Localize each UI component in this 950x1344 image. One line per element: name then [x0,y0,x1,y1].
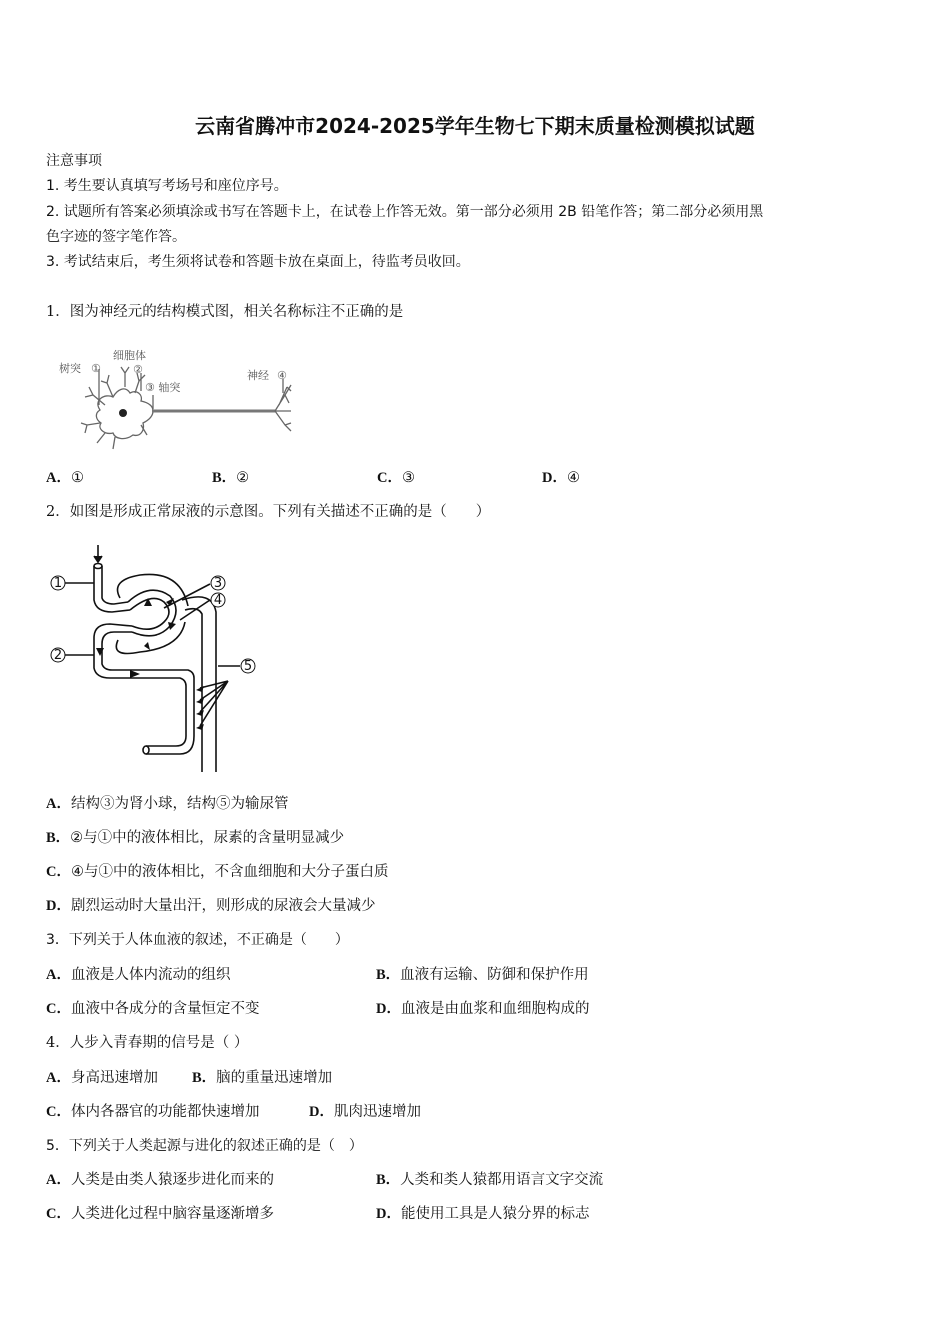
option-text: 人类和类人猿都用语言文字交流 [400,1172,604,1188]
question-2-option-d[interactable] [46,896,375,916]
option-text: 人类进化过程中脑容量逐渐增多 [70,1206,274,1222]
option-text: 结构③为肾小球，结构⑤为输尿管 [70,796,289,812]
option-text: ④ [566,470,580,486]
option-text: 剧烈运动时大量出汗，则形成的尿液会大量减少 [70,898,376,914]
page-title: 云南省腾冲市2024-2025学年生物七下期末质量检测模拟试题 [195,114,755,138]
option-letter: C． [46,1206,71,1222]
option-text: 血液是由血浆和血细胞构成的 [400,1001,590,1017]
svg-text:神经: 神经 [247,369,269,382]
neuron-diagram [55,345,300,455]
svg-text:4: 4 [213,593,223,608]
option-text: 肌肉迅速增加 [333,1104,421,1120]
option-text: ① [70,470,84,486]
question-5-option-d[interactable] [376,1204,589,1224]
svg-text:2: 2 [53,648,63,663]
notice-item-3: 3. 考试结束后，考生须将试卷和答题卡放在桌面上，待监考员收回。 [46,254,470,270]
svg-text:细胞体: 细胞体 [113,349,146,362]
svg-text:③ 轴突: ③ 轴突 [145,381,181,394]
option-text: 能使用工具是人猿分界的标志 [400,1206,590,1222]
question-4-stem: 4．人步入青春期的信号是（ ） [46,1035,249,1051]
nephron-diagram [40,540,280,780]
option-letter: B． [46,830,71,846]
option-letter: A． [46,1172,71,1188]
question-1-option-c[interactable] [377,468,415,488]
option-text: 人类是由类人猿逐步进化而来的 [70,1172,274,1188]
option-letter: B． [376,1172,401,1188]
option-text: 血液中各成分的含量恒定不变 [70,1001,260,1017]
option-letter: A． [46,470,71,486]
option-letter: B． [212,470,237,486]
option-letter: A． [46,967,71,983]
svg-text:①: ① [91,362,101,375]
option-text: 脑的重量迅速增加 [216,1070,333,1086]
question-2-option-a[interactable] [46,794,288,814]
question-4-option-b[interactable] [192,1068,332,1088]
option-text: ② [236,470,250,486]
svg-text:②: ② [133,363,143,376]
svg-text:树突: 树突 [59,362,81,375]
option-letter: D． [46,898,71,914]
notice-item-2: 2. 试题所有答案必须填涂或书写在答题卡上，在试卷上作答无效。第一部分必须用 2B 铅笔作答；第二部分必须用黑 [46,204,764,220]
question-1-option-a[interactable] [46,468,84,488]
question-4-option-c[interactable] [46,1102,259,1122]
question-5-stem: 5．下列关于人类起源与进化的叙述正确的是（ ） [46,1138,363,1154]
notice-item-1: 1. 考生要认真填写考场号和座位序号。 [46,178,288,194]
question-4-option-d[interactable] [309,1102,421,1122]
question-5-option-b[interactable] [376,1170,603,1190]
question-1-option-d[interactable] [542,468,580,488]
question-4-option-a[interactable] [46,1068,158,1088]
question-1-option-b[interactable] [212,468,249,488]
question-2-stem: 2．如图是形成正常尿液的示意图。下列有关描述不正确的是（ ） [46,504,491,520]
question-2-option-b[interactable] [46,828,344,848]
question-3-option-b[interactable] [376,965,589,985]
question-2-option-c[interactable] [46,862,388,882]
question-1-stem: 1．图为神经元的结构模式图，相关名称标注不正确的是 [46,304,404,320]
option-letter: D． [376,1206,401,1222]
question-5-option-a[interactable] [46,1170,274,1190]
question-3-stem: 3．下列关于人体血液的叙述，不正确是（ ） [46,932,349,948]
option-letter: A． [46,796,71,812]
option-letter: C． [46,864,71,880]
option-text: 血液有运输、防御和保护作用 [400,967,589,983]
svg-text:5: 5 [243,659,253,674]
option-letter: A． [46,1070,71,1086]
option-letter: C． [46,1104,71,1120]
question-3-option-c[interactable] [46,999,259,1019]
question-5-option-c[interactable] [46,1204,274,1224]
notice-heading: 注意事项 [46,153,102,169]
question-3-option-d[interactable] [376,999,589,1019]
option-letter: B． [376,967,401,983]
option-letter: C． [377,470,402,486]
option-letter: D． [376,1001,401,1017]
option-text: ②与①中的液体相比，尿素的含量明显减少 [70,830,345,846]
option-letter: C． [46,1001,71,1017]
option-text: 身高迅速增加 [70,1070,158,1086]
svg-text:1: 1 [53,576,63,591]
option-letter: B． [192,1070,217,1086]
notice-item-2-cont: 色字迹的签字笔作答。 [46,229,186,245]
svg-text:④: ④ [277,369,287,382]
option-text: ③ [401,470,415,486]
option-text: 体内各器官的功能都快速增加 [70,1104,260,1120]
option-letter: D． [309,1104,334,1120]
option-text: ④与①中的液体相比，不含血细胞和大分子蛋白质 [70,864,389,880]
option-letter: D． [542,470,567,486]
question-3-option-a[interactable] [46,965,230,985]
svg-text:3: 3 [213,576,223,591]
option-text: 血液是人体内流动的组织 [70,967,231,983]
